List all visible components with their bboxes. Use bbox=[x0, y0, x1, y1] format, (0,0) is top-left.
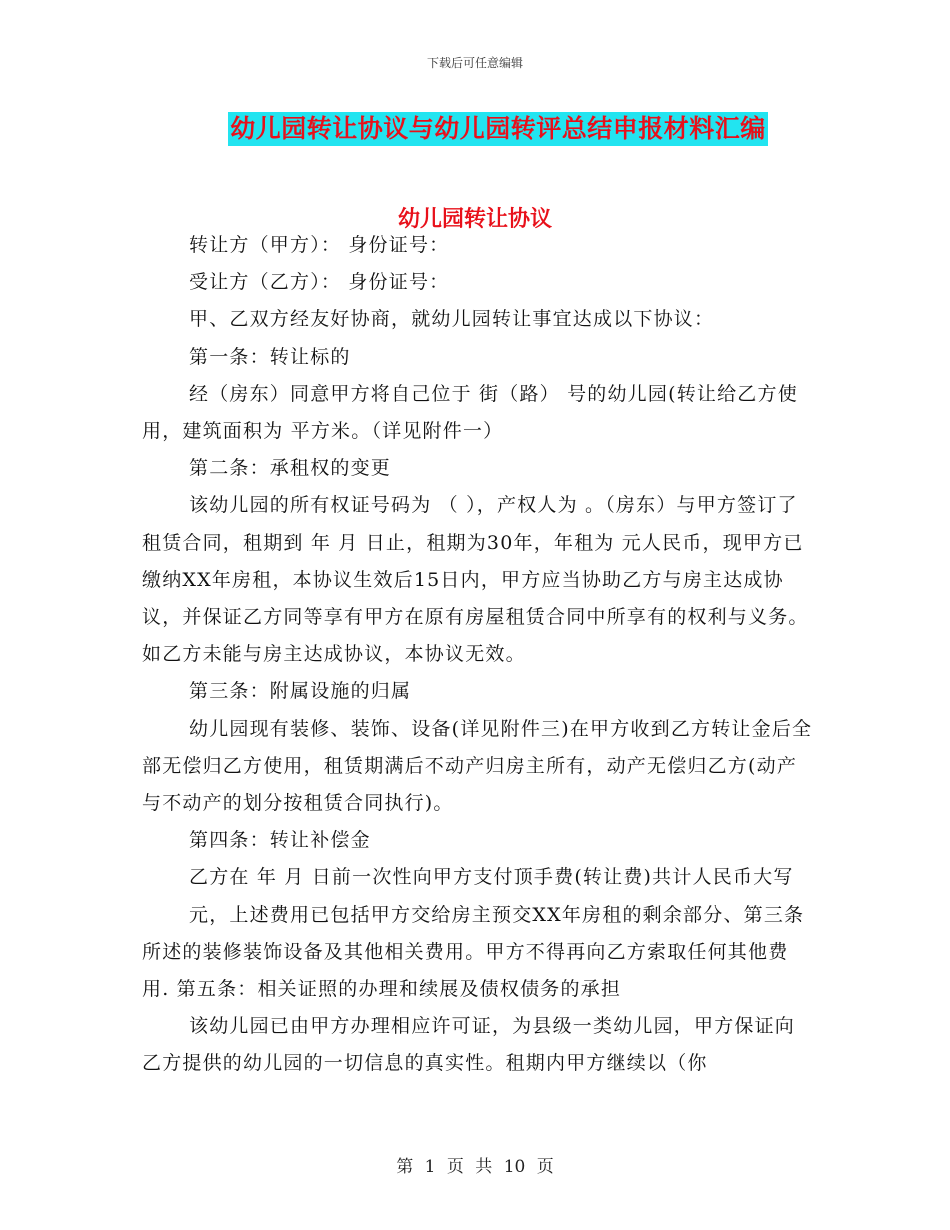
paragraph-transferee: 受让方（乙方）： 身份证号： bbox=[189, 271, 450, 294]
document-body bbox=[142, 227, 814, 1083]
paragraph: 该幼儿园已由甲方办理相应许可证，为县级一类幼儿园，甲方保证向乙方提供的幼儿园的一切信息的真实性。租期内甲方继续以（你 bbox=[142, 1015, 796, 1075]
paragraph: 经（房东）同意甲方将自己位于 街（路） 号的幼儿园(转让给乙方使用，建筑面积为 平方米。（详见附件一） bbox=[142, 382, 798, 443]
paragraph: 幼儿园现有装修、装饰、设备(详见附件三)在甲方收到乙方转让金后全部无偿归乙方使用，租赁期满后不动产归房主所有，动产无偿归乙方(动产与不动产的划分按租赁合同执行)。 bbox=[142, 717, 813, 815]
header-note: 下载后可任意编辑 bbox=[426, 56, 523, 70]
paragraph: 该幼儿园的所有权证号码为 （ ），产权人为 。（房东）与甲方签订了租赁合同，租期到 年 月 日止，租期为30年，年租为 元人民币，现甲方已缴纳XX年房租，本协议生效后15日内，甲方应当协助乙方与房主达成协议，并保证乙方同等享有甲方在原有房屋租赁合同中所享有的权利与义务。如乙方未能与房主达成协议，本协议无效。 bbox=[142, 494, 809, 666]
title-wrapper bbox=[0, 112, 950, 146]
article-heading: 第一条：转让标的 bbox=[189, 345, 351, 368]
paragraph-transferor: 转让方（甲方）： 身份证号： bbox=[189, 234, 450, 256]
paragraph: 乙方在 年 月 日前一次性向甲方支付顶手费(转让费)共计人民币大写 bbox=[189, 866, 794, 889]
paragraph-intro: 甲、乙双方经友好协商，就幼儿园转让事宜达成以下协议： bbox=[189, 308, 715, 331]
section-title: 幼儿园转让协议 bbox=[397, 207, 552, 232]
article-heading: 第三条：附属设施的归属 bbox=[189, 680, 412, 703]
article-heading: 第二条：承租权的变更 bbox=[189, 457, 392, 480]
document-title: 幼儿园转让协议与幼儿园转评总结申报材料汇编 bbox=[228, 112, 768, 146]
article-heading: 第四条：转让补偿金 bbox=[189, 829, 371, 852]
paragraph: 元，上述费用已包括甲方交给房主预交XX年房租的剩余部分、第三条所述的装修装饰设备及其他相关费用。甲方不得再向乙方索取任何其他费用. 第五条：相关证照的办理和续展及债权债务的承担 bbox=[142, 903, 805, 1001]
page-number-footer: 第 1 页 共 10 页 bbox=[396, 1157, 554, 1177]
